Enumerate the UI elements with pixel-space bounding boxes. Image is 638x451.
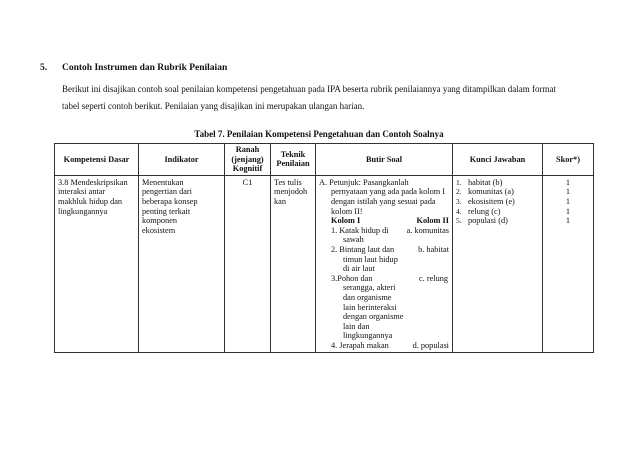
cell-line: Tes tulis [274,177,302,187]
header-ranah-line: Ranah [235,145,260,154]
list-item [456,187,539,197]
answer-key-list [456,178,539,226]
question-text: timun laut hidup [343,254,398,264]
list-number: 1. [456,177,462,187]
instruction-line: kolom II! [331,206,363,216]
question-text: di air laut [343,264,375,274]
table-header-row [55,144,594,176]
table-row [55,175,594,353]
question-item [319,245,449,255]
assessment-table [54,143,594,353]
question-text: sawah [343,235,364,245]
cell-line: kan [274,196,286,206]
question-text: lain berinteraksi [343,302,397,312]
question-text: serangga, akteri [343,283,396,293]
cell-teknik-penilaian [271,175,316,353]
score-value: 1 [565,216,571,226]
header-teknik-line: Penilaian [276,159,310,169]
header-ranah-line: Kognitif [232,164,263,174]
cell-line: interaksi antar [58,187,106,197]
list-item [456,178,539,188]
cell-skor [543,175,594,353]
answer-key-text: habitat (b) [468,177,503,187]
answer-key-text: populasi (d) [468,216,508,226]
header-indikator: Indikator [139,144,225,176]
cell-indikator [139,175,225,353]
instruction-line: dengan istilah yang sesuai pada [331,196,436,206]
list-number: 4. [456,206,462,216]
section-number: 5. [40,63,48,73]
question-text: 1. Katak hidup di [331,225,389,235]
cell-line: ekosistem [142,225,176,235]
list-number: 5. [456,216,462,226]
intro-paragraph-line-2: tabel seperti contoh berikut. Penilaian yang disajikan ini merupakan ulangan harian. [62,101,365,111]
question-text: dan organisme [343,292,392,302]
cell-line: menjodoh [274,187,308,197]
list-number: 2. [456,187,462,197]
header-teknik-penilaian [271,144,316,176]
question-text: 4. Jerapah makan [331,340,389,350]
answer-key-text: komunitas (a) [468,187,514,197]
table-caption: Tabel 7. Penilaian Kompetensi Pengetahuan dan Contoh Soalnya [194,129,444,139]
answer-key-text: ekosisitem (e) [468,196,515,206]
section-heading [40,63,227,73]
answer-option: d. populasi [412,340,449,350]
question-item [319,274,449,284]
header-kunci-jawaban: Kunci Jawaban [453,144,543,176]
answer-option: c. relung [419,273,449,283]
cell-line: Menentukan [142,177,184,187]
instruction-line: pernyataan yang ada pada kolom I [331,187,446,197]
list-item [456,207,539,217]
header-butir-soal: Butir Soal [316,144,453,176]
answer-key-text: relung (c) [468,206,501,216]
question-text: dengan organisme [343,312,404,322]
score-value: 1 [565,206,571,216]
header-teknik-line: Teknik [280,149,306,159]
kolom-2-header: Kolom II [416,216,449,226]
cell-line: pengertian dari [142,187,192,197]
cell-line: 3.8 Mendeskripsikan [58,177,128,187]
cell-kunci-jawaban [453,175,543,353]
question-text: lingkungannya [343,331,393,341]
question-text: 2. Bintang laut dan [331,244,395,254]
cell-ranah: C1 [225,175,271,353]
answer-option: b. habitat [418,244,449,254]
score-value: 1 [565,196,571,206]
cell-line: beberapa konsep [142,196,198,206]
cell-line: makhluk hidup dan [58,196,123,206]
column-headers [319,216,449,226]
section-title: Contoh Instrumen dan Rubrik Penilaian [62,63,228,73]
cell-line: komponen [142,216,178,226]
cell-line: lingkungannya [58,206,108,216]
question-item [319,226,449,236]
kolom-1-header: Kolom I [331,216,361,226]
header-ranah [225,144,271,176]
list-item [456,197,539,207]
intro-paragraph-line-1: Berikut ini disajikan contoh soal penilaian kompetensi pengetahuan pada IPA beserta rubrik penilaiannya yang ditampilkan dalam format [62,84,557,94]
header-ranah-line: (jenjang) [231,154,264,164]
instruction-line: A. Petunjuk: Pasangkanlah [319,177,409,187]
score-value: 1 [565,177,571,187]
question-item [319,341,449,351]
cell-kompetensi-dasar [55,175,139,353]
question-text: lain dan [343,321,370,331]
cell-butir-soal [316,175,453,353]
header-skor: Skor*) [543,144,594,176]
score-value: 1 [565,187,571,197]
list-item [456,216,539,226]
answer-option: a. komunitas [406,225,449,235]
cell-line: penting terkait [142,206,191,216]
header-kompetensi-dasar: Kompetensi Dasar [55,144,139,176]
list-number: 3. [456,196,462,206]
question-text: 3.Pohon dan [331,273,373,283]
